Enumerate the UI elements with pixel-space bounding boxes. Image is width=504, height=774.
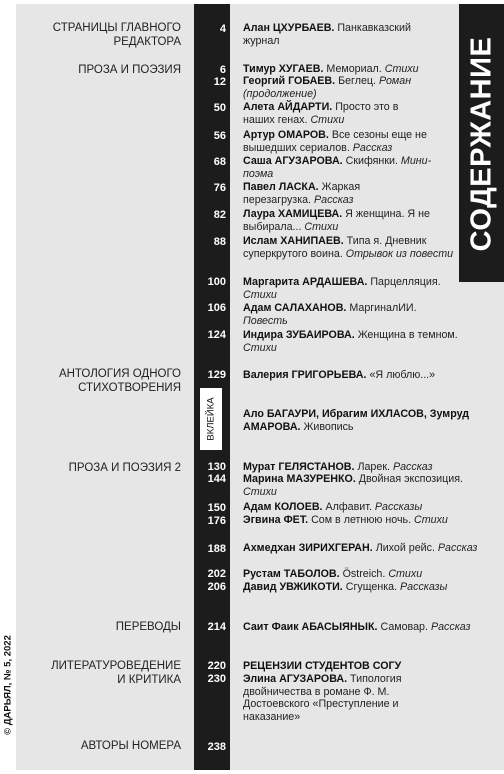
entry-author: Индира ЗУБАИРОВА. [243,329,355,341]
entry-title: Östreich. [339,568,386,580]
entry-title: Алфавит. [322,501,372,513]
toc-entry [243,155,443,180]
section-label: ПРОЗА И ПОЭЗИЯ 2 [68,462,181,474]
entry-author: Маргарита АРДАШЕВА. [243,276,368,288]
entry-genre: Стихи [381,63,419,75]
entry-genre: Рассказы [397,581,448,593]
entry-genre: Рассказ [389,461,433,473]
toc-entry [243,568,498,581]
copyright-text: © ДАРЬЯЛ, № 5, 2022 [2,635,14,735]
entry-title: Мемориал. [323,63,382,75]
toc-entry [243,473,498,498]
toc-entry [243,542,498,555]
entry-genre: Рассказ [427,621,471,633]
page-number: 56 [213,130,226,142]
toc-entry [243,581,498,594]
entry-author: Марина МАЗУРЕНКО. [243,473,356,485]
entry-genre: Рассказ [434,542,478,554]
entry-title: Женщина в темном. [354,329,458,341]
page-number: 12 [213,76,226,88]
section-label: ЛИТЕРАТУРОВЕДЕНИЕ И КРИТИКА [51,660,181,686]
page-number: 76 [213,182,226,194]
toc-entry [243,235,458,260]
entry-author: Ислам ХАНИПАЕВ. [243,235,344,247]
toc-entry [243,181,418,206]
entry-title: Ларек. [354,461,390,473]
entry-title: Двойная экспозиция. [355,473,464,485]
toc-entry [243,22,443,47]
page-number: 106 [207,302,226,314]
entry-genre: Стихи [243,485,277,498]
page-number: 100 [207,276,226,288]
toc-entry [243,276,458,301]
title-box [459,4,504,282]
toc-entry [243,660,498,673]
page-number: 130 [207,461,226,473]
entry-author: Алета АЙДАРТИ. [243,101,333,113]
page-number: 4 [219,23,226,35]
entry-genre: Роман (продолжение) [243,75,412,100]
toc-entry [243,129,443,154]
page-number: 82 [213,209,226,221]
entry-author: Павел ЛАСКА. [243,181,319,193]
toc-entry [243,208,443,233]
entry-title: Самовар. [377,621,428,633]
entry-title: «Я люблю...» [366,369,436,381]
toc-entry [243,621,498,634]
section-label: СТРАНИЦЫ ГЛАВНОГО РЕДАКТОРА [52,22,181,48]
entry-author: Саит Фаик АБАСЫЯНЫК. [243,621,378,633]
entry-title: Все сезоны еще не вышедших сериалов. [243,129,427,154]
page-number: 6 [219,64,226,76]
entry-title: Лихой рейс. [372,542,435,554]
page-number: 176 [207,515,226,527]
page-number: 202 [207,568,226,580]
page-number: 230 [207,673,226,685]
page-number: 238 [207,741,226,753]
page-number: 144 [207,473,226,485]
entry-title: Типология двойничества в романе Ф. М. Достоевского «Преступление и наказание» [243,673,402,723]
entry-title: Я женщина. Я не выбирала... [243,208,430,233]
toc-entry [243,75,448,100]
entry-author: Эгвина ФЕТ. [243,514,309,526]
toc-entry [243,101,428,126]
section-label: ПЕРЕВОДЫ [115,621,181,633]
entry-author: Алан ЦХУРБАЕВ. [243,22,335,34]
insert-label: ВКЛЕЙКА [205,397,217,441]
entry-author: Элина АГУЗАРОВА. [243,673,348,685]
entry-author: Адам КОЛОЕВ. [243,501,323,513]
entry-title: Живопись [300,420,354,433]
entry-title: Просто это в наших генах. [243,101,399,126]
entry-author: Саша АГУЗАРОВА. [243,155,343,167]
entry-title: Жаркая перезагрузка. [243,181,361,206]
entry-genre: Стихи [301,220,339,233]
entry-author: РЕЦЕНЗИИ СТУДЕНТОВ СОГУ [243,660,402,672]
toc-entry [243,408,498,433]
entry-title: Скифянки. [342,155,398,167]
section-label: ПРОЗА И ПОЭЗИЯ [78,64,181,76]
entry-genre: Рассказ [349,141,393,154]
page-number: 214 [207,621,226,633]
page-number: 150 [207,502,226,514]
page-number: 188 [207,543,226,555]
toc-entry [243,63,448,76]
entry-author: Валерия ГРИГОРЬЕВА. [243,369,367,381]
entry-author: Ахмедхан ЗИРИХГЕРАН. [243,542,373,554]
entry-author: Давид УВЖИКОТИ. [243,581,343,593]
entry-author: Тимур ХУГАЕВ. [243,63,324,75]
entry-title: Типа я. Дневник суперкрутого воина. [243,235,427,260]
entry-genre: Стихи [307,113,345,126]
entry-author: Георгий ГОБАЕВ. [243,75,336,87]
toc-entry [243,501,498,514]
section-label: АВТОРЫ НОМЕРА [80,740,181,752]
entry-author: Рустам ТАБОЛОВ. [243,568,340,580]
toc-entry [243,461,498,474]
page-number: 88 [213,236,226,248]
page-number-column [194,4,230,770]
toc-entry [243,369,498,382]
toc-entry [243,302,458,327]
entry-author: Мурат ГЕЛЯСТАНОВ. [243,461,355,473]
entry-genre: Рассказы [371,501,423,513]
entry-genre: Мини-поэма [243,155,432,180]
entry-genre: Рассказ [311,193,354,206]
section-label: АНТОЛОГИЯ ОДНОГО СТИХОТВОРЕНИЯ [58,368,181,394]
entry-genre: Повесть [243,314,288,327]
page-number: 129 [207,369,226,381]
page-number: 68 [213,156,226,168]
entry-title: Сом в летнюю ночь. [308,514,412,526]
page-number: 206 [207,581,226,593]
page-number: 220 [207,660,226,672]
copyright-sidebar [0,610,16,760]
toc-entry [243,514,498,527]
entry-genre: Стихи [385,568,423,580]
toc-entry [243,329,458,354]
toc-entry [243,673,458,723]
entry-author: Ало БАГАУРИ, Ибрагим ИХЛАСОВ, Зумруд АМАРОВА. [243,408,470,433]
entry-genre: Отрывок из повести [342,247,454,260]
page-number: 50 [213,102,226,114]
entry-title: Панкавказский журнал [243,22,411,47]
entry-genre: Стихи [243,288,277,301]
insert-tag [200,388,222,450]
page-title: СОДЕРЖАНИЕ [465,36,498,252]
entry-title: МаргиналИИ. [346,302,417,314]
entry-title: Парцелляция. [367,276,441,288]
page-number: 124 [207,329,226,341]
entry-genre: Стихи [411,514,448,526]
entry-author: Лаура ХАМИЦЕВА. [243,208,343,220]
entry-title: Беглец. [335,75,376,87]
entry-author: Адам САЛАХАНОВ. [243,302,347,314]
entry-genre: Стихи [243,341,277,354]
entry-title: Сгущенка. [342,581,398,593]
entry-author: Артур ОМАРОВ. [243,129,329,141]
